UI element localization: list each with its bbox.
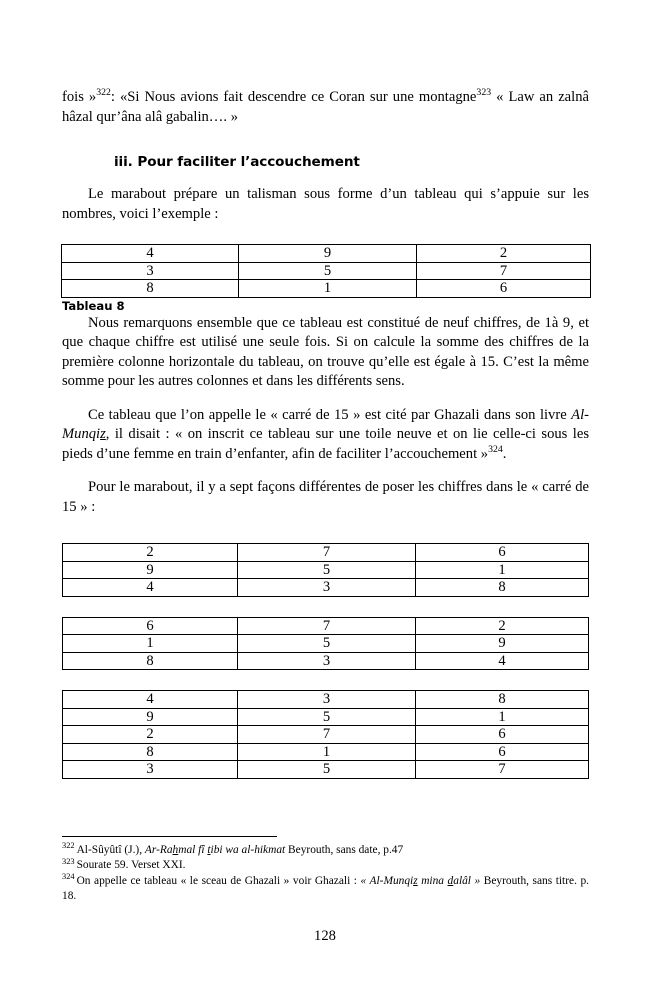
table-row xyxy=(62,245,591,263)
footnote-title-part: « Al-Munqi xyxy=(360,874,414,887)
spacer xyxy=(62,171,589,185)
footnote-title-part: alâl » xyxy=(453,874,481,887)
top-paragraph-after-sup: « Law an zalnâ hâzal qur’âna alâ gabalin…. » xyxy=(62,89,589,125)
table-row xyxy=(63,635,589,653)
footnote-title-underlined-letter: d xyxy=(447,874,454,887)
table-row xyxy=(63,708,589,726)
table-variant-c xyxy=(62,690,589,779)
table-cell: 3 xyxy=(238,691,416,709)
table-cell: 1 xyxy=(239,280,417,298)
spacer xyxy=(62,127,589,153)
table-cell: 5 xyxy=(238,761,416,779)
footnote-title-part: Ar-Ra xyxy=(144,844,173,856)
spacer xyxy=(62,597,589,617)
table-row xyxy=(63,544,589,562)
spacer xyxy=(62,224,589,244)
footnote-ref-322[interactable]: 322 xyxy=(96,87,111,99)
footnote-324 xyxy=(62,874,589,905)
book-title-underlined-letter: z xyxy=(100,426,106,442)
paragraph-3 xyxy=(62,406,589,465)
table-cell: 1 xyxy=(63,635,238,653)
table-cell: 3 xyxy=(62,262,239,280)
table-cell: 4 xyxy=(63,579,238,597)
table-cell: 5 xyxy=(238,635,416,653)
table-row xyxy=(63,579,589,597)
table-cell: 1 xyxy=(238,743,416,761)
book-title-al-munqiz: Al-Munqi xyxy=(62,406,589,442)
table-cell: 3 xyxy=(63,761,238,779)
table-cell: 3 xyxy=(238,652,416,670)
intro-paragraph: Le marabout prépare un talisman sous forme d’un tableau qui s’appuie sur les nombres, voici l’exemple : xyxy=(62,186,589,222)
top-paragraph-before-sup: fois » xyxy=(62,89,97,105)
table-cell: 7 xyxy=(238,544,416,562)
table-cell: 4 xyxy=(63,691,238,709)
table-cell: 4 xyxy=(416,652,589,670)
paragraph-3-part1: Ce tableau que l’on appelle le « carré de 15 » est cité par Ghazali dans son livre xyxy=(88,406,572,423)
footnote-ref-324[interactable]: 324 xyxy=(488,443,503,455)
table-variant-b xyxy=(62,617,589,671)
page-number: 128 xyxy=(314,928,336,944)
table-cell: 9 xyxy=(239,245,417,263)
table-row xyxy=(63,726,589,744)
table-cell: 7 xyxy=(416,761,589,779)
page-content xyxy=(62,88,589,779)
section-heading: iii. Pour faciliter l’accouchement xyxy=(114,154,360,170)
spacer xyxy=(62,464,589,478)
table-row xyxy=(62,262,591,280)
spacer xyxy=(62,517,589,543)
table-cell: 7 xyxy=(238,617,416,635)
footnote-title-part: mina xyxy=(417,874,448,887)
table-cell: 8 xyxy=(63,652,238,670)
table-cell: 2 xyxy=(416,617,589,635)
table-cell: 8 xyxy=(416,691,589,709)
table-cell: 2 xyxy=(417,245,591,263)
table-8 xyxy=(61,244,591,298)
table-row xyxy=(63,617,589,635)
footnotes-section xyxy=(62,836,589,905)
table-cell: 6 xyxy=(417,280,591,298)
table-cell: 8 xyxy=(63,743,238,761)
table-8-caption: Tableau 8 xyxy=(62,298,125,313)
table-row xyxy=(63,743,589,761)
table-row xyxy=(63,691,589,709)
table-cell: 2 xyxy=(63,544,238,562)
footnote-title-underlined-letter: h xyxy=(172,844,179,856)
spacer xyxy=(62,392,589,406)
footnote-title-part: ibi wa al-hikmat xyxy=(210,844,286,856)
paragraph-4: Pour le marabout, il y a sept façons différentes de poser les chiffres dans le « carré de 15 » : xyxy=(62,479,589,515)
paragraph-3-part2: , il disait : « on inscrit ce tableau sur une toile neuve et on lie celle-ci sous les pieds d’une femme en train d’enfanter, afin de faciliter l’accouchement » xyxy=(62,426,589,462)
spacer xyxy=(62,670,589,690)
paragraph-2: Nous remarquons ensemble que ce tableau est constitué de neuf chiffres, de 1à 9, et que chaque chiffre est utilisé une seule fois. Si on calcule la somme des chiffres de la première colonne horizontale du tableau, on trouve qu’elle est égale à 15. C’est la même somme pour les autres colonnes et dans les différents sens. xyxy=(62,314,589,389)
footnote-text-plain: Sourate 59. Verset XXI. xyxy=(76,859,186,872)
footnote-ref-323[interactable]: 323 xyxy=(476,87,492,99)
table-cell: 6 xyxy=(416,743,589,761)
footnote-number: 324 xyxy=(62,872,75,882)
table-cell: 9 xyxy=(416,635,589,653)
table-cell: 5 xyxy=(238,708,416,726)
footnote-323 xyxy=(62,858,589,873)
paragraph-3-part3: . xyxy=(502,445,507,462)
top-paragraph xyxy=(62,88,589,127)
table-cell: 6 xyxy=(416,726,589,744)
footnote-text-plain: Beyrouth, sans titre. p. 18. xyxy=(62,874,590,903)
footnote-322 xyxy=(62,843,589,858)
footnote-title-part: mal fî xyxy=(178,844,208,856)
table-variant-a xyxy=(62,543,589,597)
footnote-number: 322 xyxy=(62,841,75,851)
table-cell: 6 xyxy=(416,544,589,562)
table-cell: 8 xyxy=(62,280,239,298)
footnote-separator-rule xyxy=(62,836,277,837)
footnote-title-underlined-letter: t xyxy=(207,844,211,856)
table-cell: 7 xyxy=(238,726,416,744)
footnote-text-plain: Beyrouth, sans date, p.47 xyxy=(285,844,404,856)
table-cell: 5 xyxy=(238,561,416,579)
table-cell: 8 xyxy=(416,579,589,597)
table-cell: 6 xyxy=(63,617,238,635)
table-cell: 9 xyxy=(63,708,238,726)
table-cell: 9 xyxy=(63,561,238,579)
footnote-text-plain: On appelle ce tableau « le sceau de Ghazali » voir Ghazali : xyxy=(76,874,361,887)
footnote-title-underlined-letter: z xyxy=(413,874,418,887)
table-cell: 2 xyxy=(63,726,238,744)
table-cell: 1 xyxy=(416,561,589,579)
table-cell: 4 xyxy=(62,245,239,263)
table-cell: 7 xyxy=(417,262,591,280)
table-row xyxy=(62,280,591,298)
footnote-text-plain: Al-Sûyûtî (J.), xyxy=(76,844,145,856)
table-row xyxy=(63,561,589,579)
table-cell: 5 xyxy=(239,262,417,280)
footnote-number: 323 xyxy=(62,856,75,866)
table-row xyxy=(63,652,589,670)
table-cell: 3 xyxy=(238,579,416,597)
table-cell: 1 xyxy=(416,708,589,726)
table-row xyxy=(63,761,589,779)
top-paragraph-middle: : «Si Nous avions fait descendre ce Coran sur une montagne xyxy=(110,89,477,105)
